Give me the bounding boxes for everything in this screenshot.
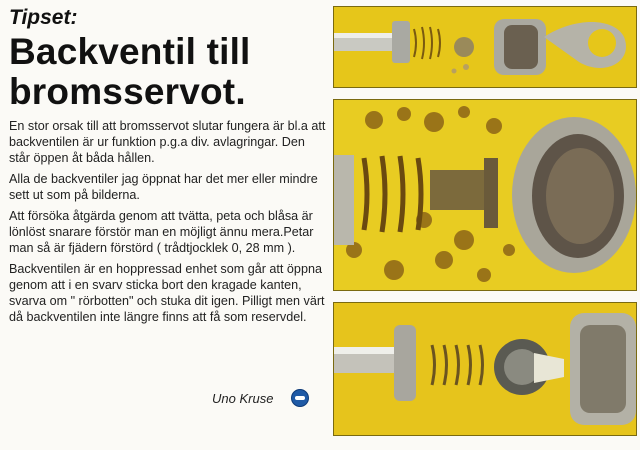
author-byline: Uno Kruse [212, 391, 274, 406]
headline-line-1: Backventil till [9, 31, 251, 72]
photo-disassembled-valve [333, 6, 637, 88]
headline-line-2: bromsservot. [9, 71, 246, 112]
paragraph-3: Att försöka åtgärda genom att tvätta, peta och blåsa är lönlöst snarare förstör man en möjligt ännu mera.Petar man så är fjädern förstörd ( trådtjocklek 0, 28 mm ). [9, 209, 314, 255]
article-headline [9, 32, 327, 112]
club-logo-icon [291, 389, 309, 407]
article-text-column [9, 6, 327, 330]
paragraph-4: Backventilen är en hoppressad enhet som går att öppna genom att i en svarv sticka bort den kragade kanten, svarva om " rörbotten" och stuka dit igen. Pilligt men värt då backventilen inte längre finns att få som reservdel. [9, 262, 325, 324]
article-kicker: Tipset: [9, 6, 78, 29]
photo-valve-components [333, 302, 637, 436]
paragraph-1: En stor orsak till att bromsservot slutar fungera är bl.a att backventilen är ur funktion p.g.a div. avlagringar. Den står öppen åt båda hållen. [9, 119, 326, 165]
paragraph-2: Alla de backventiler jag öppnat har det mer eller mindre sett ut som på bilderna. [9, 172, 318, 202]
photo-valve-deposits [333, 99, 637, 291]
